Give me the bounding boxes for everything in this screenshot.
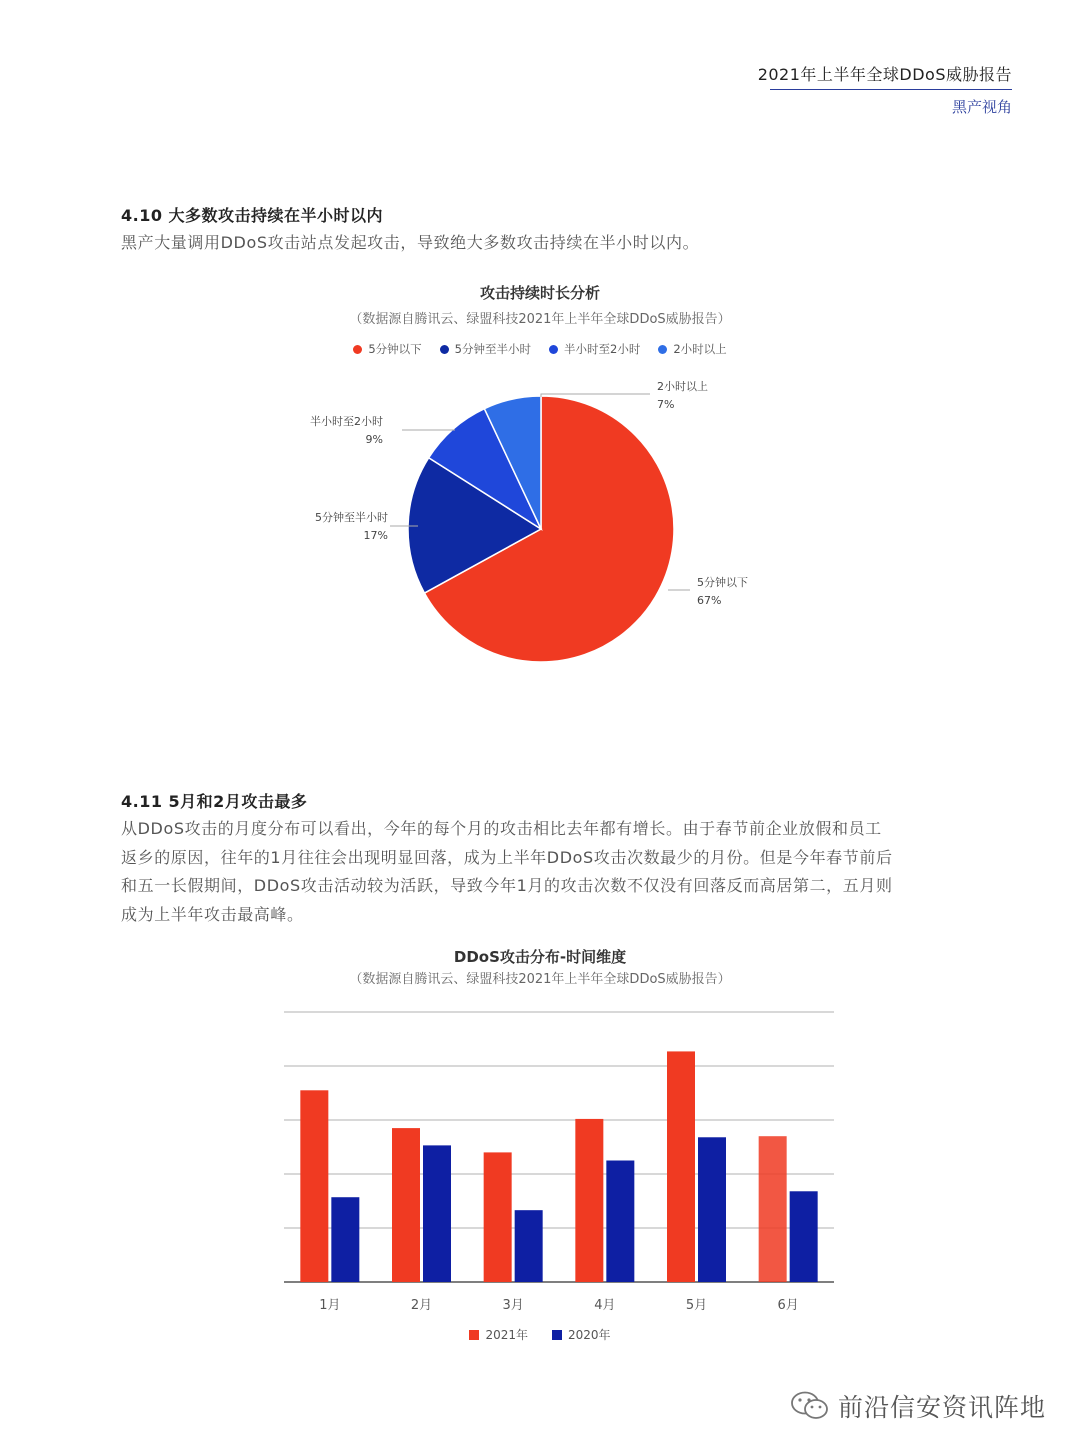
bar-chart-title: DDoS攻击分布-时间维度 xyxy=(453,948,627,966)
paragraph-line: 和五一长假期间，DDoS攻击活动较为活跃，导致今年1月的攻击次数不仅没有回落反而高居第二，五月则 xyxy=(121,876,893,895)
x-tick-label: 1月 xyxy=(319,1298,341,1313)
bar-chart-subtitle: （数据源自腾讯云、绿盟科技2021年上半年全球DDoS威胁报告） xyxy=(349,972,731,987)
paragraph-line: 返乡的原因，往年的1月往往会出现明显回落，成为上半年DDoS攻击次数最少的月份。但是今年春节前后 xyxy=(121,847,893,867)
bar-legend-swatch xyxy=(552,1330,562,1340)
pie-chart-subtitle: （数据源自腾讯云、绿盟科技2021年上半年全球DDoS威胁报告） xyxy=(349,312,731,327)
bar xyxy=(300,1090,328,1282)
wechat-icon xyxy=(790,1390,830,1422)
bar xyxy=(484,1152,512,1282)
section-heading-4-11: 4.11 5月和2月攻击最多 xyxy=(121,792,308,811)
section-paragraph-4-10: 黑产大量调用DDoS攻击站点发起攻击，导致绝大多数攻击持续在半小时以内。 xyxy=(121,233,700,252)
bar xyxy=(790,1191,818,1282)
bar xyxy=(606,1161,634,1283)
report-title: 2021年上半年全球DDoS威胁报告 xyxy=(757,65,1012,84)
bar xyxy=(667,1051,695,1282)
bar-legend-label: 2020年 xyxy=(568,1328,611,1342)
bar-legend-item xyxy=(469,1326,528,1343)
pie-slice-value: 67% xyxy=(697,594,722,607)
pie-legend-label: 2小时以上 xyxy=(673,342,727,356)
pie-legend-label: 半小时至2小时 xyxy=(564,342,641,356)
bar-legend-swatch xyxy=(469,1330,479,1340)
pie-slice-name: 半小时至2小时 xyxy=(310,415,383,428)
x-tick-label: 6月 xyxy=(777,1298,799,1313)
bar xyxy=(423,1145,451,1282)
report-subtitle: 黑产视角 xyxy=(951,98,1012,116)
bar xyxy=(575,1119,603,1282)
pie-slice-value: 7% xyxy=(657,398,675,411)
bar-legend-label: 2021年 xyxy=(485,1328,528,1342)
paragraph-line: 成为上半年攻击最高峰。 xyxy=(121,904,304,924)
x-tick-label: 2月 xyxy=(410,1298,433,1313)
bar xyxy=(392,1128,420,1282)
section-heading-4-10: 4.10 大多数攻击持续在半小时以内 xyxy=(121,206,384,225)
pie-slice-value: 9% xyxy=(365,433,383,446)
bar xyxy=(331,1197,359,1282)
x-tick-label: 4月 xyxy=(594,1298,616,1313)
bar-legend xyxy=(0,1326,1080,1343)
pie-legend-label: 5分钟以下 xyxy=(368,342,422,356)
paragraph-line: 从DDoS攻击的月度分布可以看出，今年的每个月的攻击相比去年都有增长。由于春节前企业放假和员工 xyxy=(121,819,882,838)
bar xyxy=(698,1137,726,1282)
pie-slice-name: 5分钟以下 xyxy=(697,576,748,589)
pie-slice-name: 5分钟至半小时 xyxy=(315,511,388,524)
pie-slice-name: 2小时以上 xyxy=(657,380,708,393)
watermark xyxy=(790,1388,1046,1424)
pie-slice-value: 17% xyxy=(363,529,388,542)
bar xyxy=(759,1136,787,1282)
bar xyxy=(515,1210,543,1282)
pie-legend-label: 5分钟至半小时 xyxy=(454,342,531,356)
x-tick-label: 3月 xyxy=(502,1298,524,1313)
bar-legend-item xyxy=(552,1326,611,1343)
pie-chart-title: 攻击持续时长分析 xyxy=(479,284,600,302)
watermark-text: 前沿信安资讯阵地 xyxy=(837,1393,1046,1422)
x-tick-label: 5月 xyxy=(685,1298,708,1313)
